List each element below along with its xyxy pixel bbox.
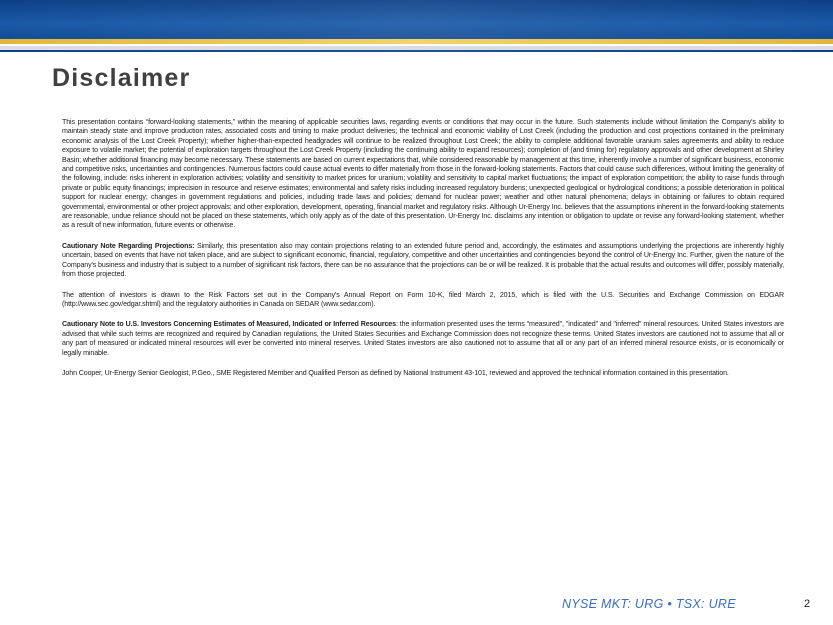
header-gray-stripe — [0, 46, 833, 50]
us-investors-paragraph — [62, 320, 784, 358]
paragraph-text: This presentation contains “forward-looking statements,” within the meaning of applicable securities laws, regarding events or conditions that may occur in the future. Such statements include without limitation the Company's ability to maintain steady state and improve production rates, associated costs and timing to make product deliveries; the technical and economic viability of Lost Creek (including the production and cost projections contained in the preliminary economic analysis of the Lost Creek Property); whether higher-than-expected headgrades will continue to be realized throughout Lost Creek; the ability to complete additional favorable uranium sales agreements and ability to reduce exposure to volatile market; the potential of exploration targets throughout the Lost Creek Property (including the continuing ability to expand resources); completion of (and timing for) regulatory approvals and other development at Shirley Basin; whether additional financing may become necessary. These statements are based on current expectations that, while considered reasonable by management at this time, inherently involve a number of significant business, economic and competitive risks, uncertainties and contingencies. Numerous factors could cause actual events to differ materially from those in the forward-looking statements. Factors that could cause such differences, without limiting the generality of the following, include: risks inherent in exploration activities; volatility and sensitivity to market prices for uranium; volatility and sensitivity to capital market fluctuations; the impact of exploration competition; the ability to raise funds through private or public equity financings; imprecision in resource and reserve estimates; environmental and safety risks including increased regulatory burdens; unexpected geological or hydrological conditions; a possible deterioration in political support for nuclear energy; changes in government regulations and policies, including trade laws and policies; demand for nuclear power; weather and other natural phenomena; delays in obtaining or failures to obtain required governmental, environmental or other project approvals; and other exploration, development, operating, financial market and regulatory risks. Although Ur-Energy Inc. believes that the assumptions inherent in the forward-looking statements are reasonable, undue reliance should not be placed on these statements, which only apply as of the date of this presentation. Ur-Energy Inc. disclaims any intention or obligation to update or revise any forward-looking statement, whether as a result of new information, future events or otherwise. — [62, 118, 784, 230]
risk-factors-paragraph — [62, 291, 784, 310]
disclaimer-body — [62, 118, 784, 389]
page-title: Disclaimer — [52, 64, 191, 92]
paragraph-text: : the information presented uses the terms "measured", "indicated" and "inferred" mineral resources. United States investors are advised that while such terms are recognized and required by Canadian regulations, the United States Securities and Exchange Commission does not recognize these terms. United States investors are cautioned not to assume that all or any part of measured or indicated mineral resources will ever be converted into mineral reserves. United States investors are also cautioned not to assume that all or any part of an inferred mineral resource exists, or is economically or legally minable. — [62, 320, 784, 357]
page-number: 2 — [804, 598, 811, 610]
paragraph-lead: Cautionary Note Regarding Projections: — [62, 241, 195, 250]
forward-looking-paragraph — [62, 118, 784, 231]
paragraph-text: John Cooper, Ur-Energy Senior Geologist, P.Geo., SME Registered Member and Qualified Person as defined by National Instrument 43-101, reviewed and approved the technical information contained in this presentation. — [62, 368, 729, 377]
projections-paragraph — [62, 242, 784, 280]
qualified-person-paragraph — [62, 369, 784, 378]
stock-tickers: NYSE MKT: URG • TSX: URE — [562, 597, 736, 611]
paragraph-text: Similarly, this presentation also may contain projections relating to an extended future period and, accordingly, the estimates and assumptions underlying the projections are inherently highly uncertain, based on events that have not taken place, and are subject to significant economic, financial, regulatory, competitive and other uncertainties and contingencies beyond the control of Ur-Energy Inc. Further, given the nature of the Company's business and industry that is subject to a number of significant risk factors, there can be no assurance that the projections can be or will be realized. It is probable that the actual results and outcomes will differ, possibly materially, from those projected. — [62, 241, 784, 279]
paragraph-text: The attention of investors is drawn to the Risk Factors set out in the Company's Annual Report on Form 10-K, filed March 2, 2015, which is filed with the U.S. Securities and Exchange Commission on EDGAR (http://www.sec.gov/edgar.shtml) and the regulatory authorities in Canada on SEDAR (www.sedar.com). — [62, 290, 784, 308]
paragraph-lead: Cautionary Note to U.S. Investors Concerning Estimates of Measured, Indicated or Inferred Resources — [62, 320, 396, 329]
